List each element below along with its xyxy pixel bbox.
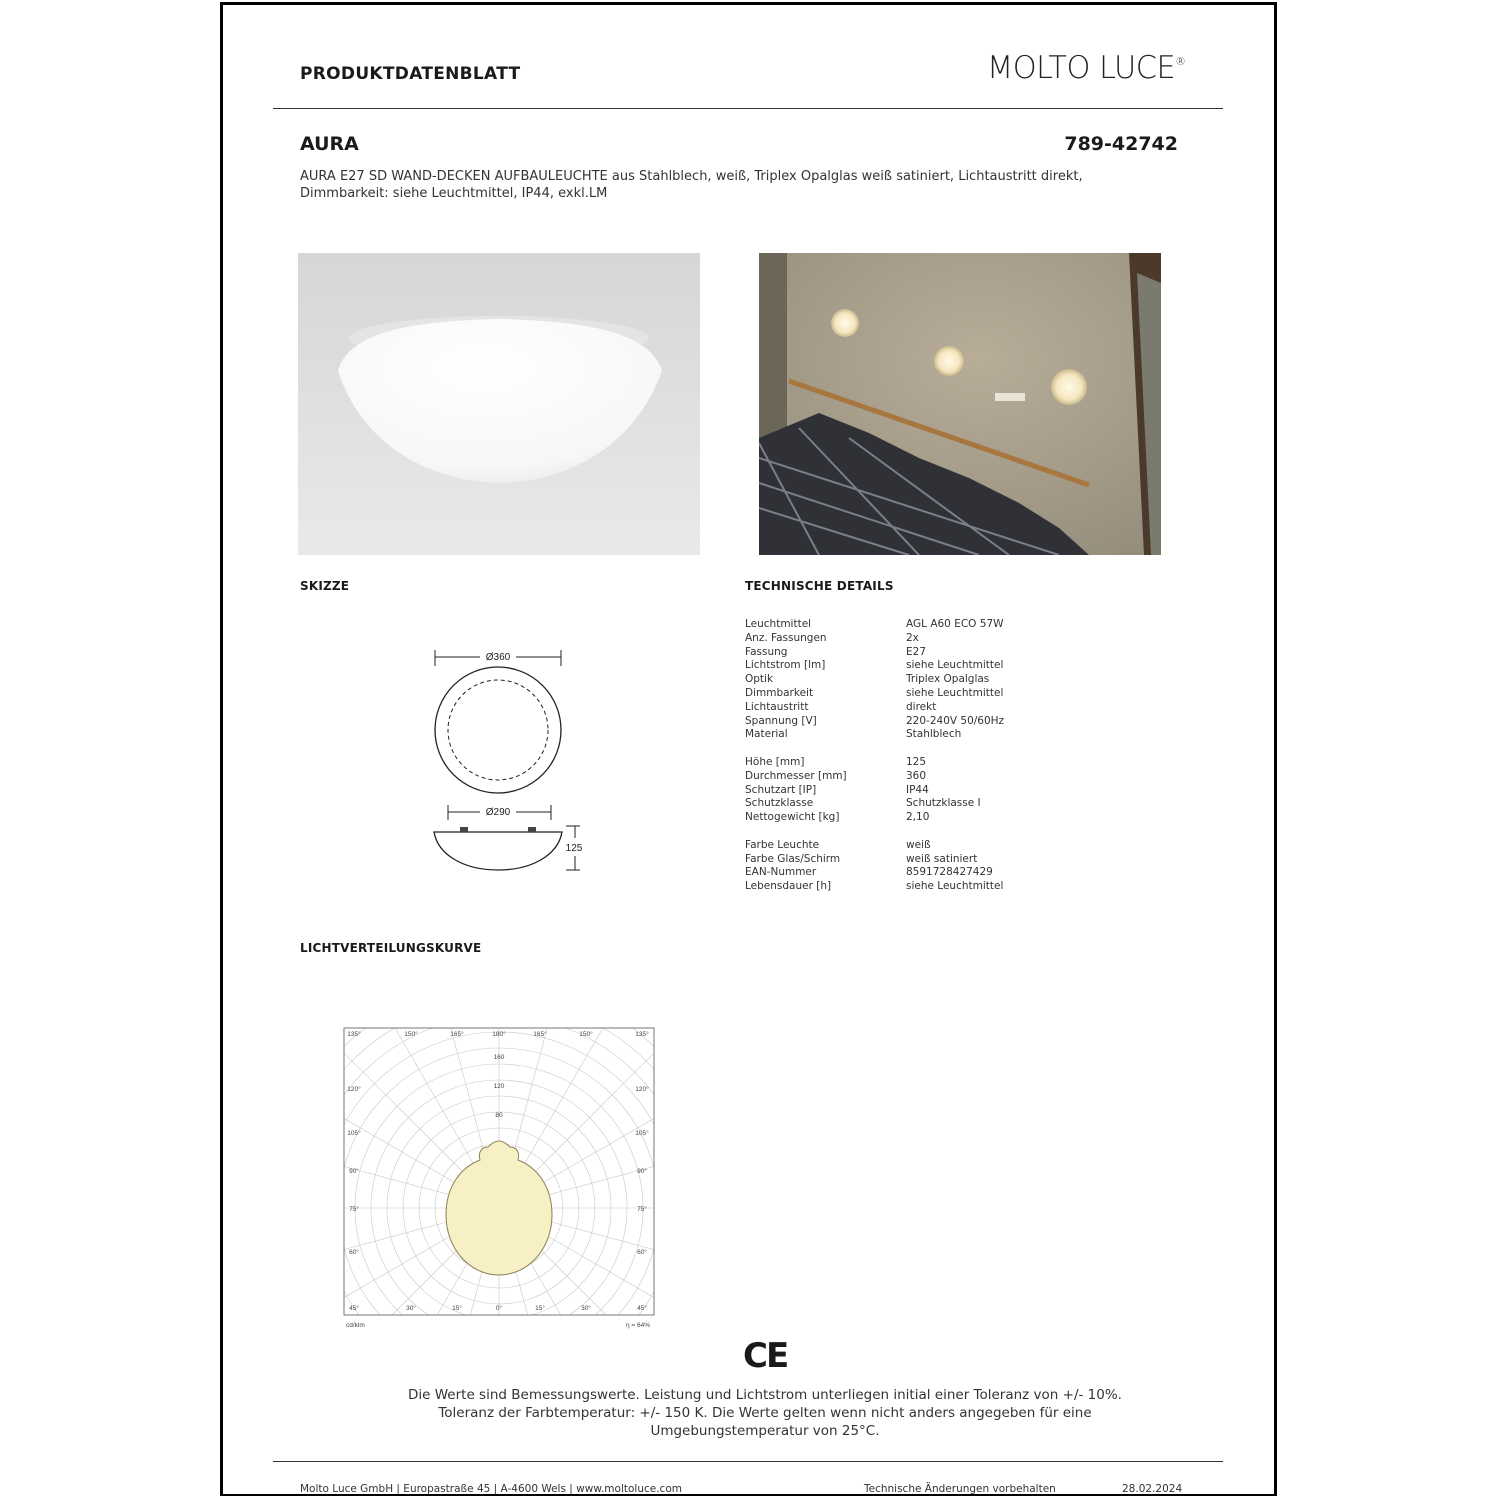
tech-key: Durchmesser [mm] bbox=[745, 769, 847, 782]
angle-label-left: 90° bbox=[349, 1168, 359, 1175]
tech-value: siehe Leuchtmittel bbox=[906, 686, 1004, 699]
tech-key: Farbe Glas/Schirm bbox=[745, 852, 841, 865]
ce-mark: CE bbox=[743, 1336, 788, 1376]
light-distribution-chart bbox=[340, 1025, 660, 1337]
tech-row bbox=[745, 646, 1004, 660]
tech-key: Farbe Leuchte bbox=[745, 838, 820, 851]
tech-row bbox=[745, 728, 1004, 742]
tech-value: Triplex Opalglas bbox=[906, 673, 990, 686]
diameter-outer-label: Ø360 bbox=[485, 652, 511, 663]
tech-value: siehe Leuchtmittel bbox=[906, 880, 1004, 893]
angle-label-top: 180° bbox=[492, 1031, 506, 1038]
angle-label-right: 90° bbox=[637, 1168, 647, 1175]
angle-label-left: 60° bbox=[349, 1249, 359, 1256]
tech-value: 360 bbox=[906, 769, 927, 782]
ring-value-label: 80 bbox=[495, 1112, 503, 1119]
footer-date: 28.02.2024 bbox=[1122, 1483, 1183, 1495]
footer-company: Molto Luce GmbH | Europastraße 45 | A-4600 Wels | www.moltoluce.com bbox=[300, 1483, 682, 1495]
product-description: AURA E27 SD WAND-DECKEN AUFBAULEUCHTE aus Stahlblech, weiß, Triplex Opalglas weiß satiniert, Lichtaustritt direkt, Dimmbarkeit: siehe Leuchtmittel, IP44, exkl.LM bbox=[300, 169, 1083, 201]
tech-key: Optik bbox=[745, 673, 774, 686]
tech-value: 2x bbox=[906, 631, 919, 644]
angle-label-bottom: 0° bbox=[495, 1305, 503, 1312]
tech-key: Schutzart [IP] bbox=[745, 783, 817, 796]
tech-key: Lichtaustritt bbox=[745, 700, 809, 713]
tech-key: Lichtstrom [lm] bbox=[745, 659, 826, 672]
product-code: 789-42742 bbox=[1064, 133, 1178, 155]
tech-row bbox=[745, 880, 1004, 894]
ring-value-label: 120 bbox=[493, 1083, 505, 1090]
registered-mark: ® bbox=[1175, 55, 1186, 68]
brand-logo bbox=[987, 50, 1185, 86]
efficiency-label: η = 64% bbox=[625, 1322, 650, 1329]
section-sketch: SKIZZE bbox=[300, 579, 350, 593]
tech-row bbox=[745, 756, 1004, 770]
section-tech: TECHNISCHE DETAILS bbox=[745, 579, 894, 593]
tech-key: Anz. Fassungen bbox=[745, 631, 827, 644]
tech-key: Höhe [mm] bbox=[745, 755, 805, 768]
section-ldc: LICHTVERTEILUNGSKURVE bbox=[300, 941, 482, 955]
tech-key: Material bbox=[745, 728, 788, 741]
tech-row bbox=[745, 715, 1004, 729]
tech-key: Nettogewicht [kg] bbox=[745, 811, 840, 824]
footnote bbox=[300, 1386, 1230, 1440]
angle-label-left: 105° bbox=[347, 1130, 361, 1137]
angle-label-right: 75° bbox=[637, 1206, 647, 1213]
installation-photo bbox=[759, 253, 1161, 555]
tech-value: 8591728427429 bbox=[906, 866, 993, 879]
distribution-curve bbox=[446, 1141, 552, 1275]
angle-label-right: 105° bbox=[635, 1130, 649, 1137]
tech-key: EAN-Nummer bbox=[745, 866, 817, 879]
footnote-line: Die Werte sind Bemessungswerte. Leistung und Lichtstrom unterliegen initial einer Toleranz von +/- 10%. bbox=[408, 1387, 1122, 1403]
tech-value: E27 bbox=[906, 645, 926, 658]
footnote-line: Umgebungstemperatur von 25°C. bbox=[650, 1423, 880, 1439]
diameter-inner-label: Ø290 bbox=[485, 807, 511, 818]
tech-value: AGL A60 ECO 57W bbox=[906, 618, 1004, 630]
angle-label-right: 60° bbox=[637, 1249, 647, 1256]
tech-key: Spannung [V] bbox=[745, 714, 817, 727]
tech-value: siehe Leuchtmittel bbox=[906, 659, 1004, 672]
tech-value: direkt bbox=[906, 700, 937, 713]
height-label: 125 bbox=[565, 843, 583, 854]
angle-label-bottom: 45° bbox=[637, 1305, 647, 1312]
tech-row bbox=[745, 659, 1004, 673]
angle-label-top: 165° bbox=[533, 1031, 547, 1038]
angle-label-top: 135° bbox=[347, 1031, 361, 1038]
tech-row bbox=[745, 632, 1004, 646]
tech-key: Dimmbarkeit bbox=[745, 686, 814, 699]
angle-label-bottom: 30° bbox=[406, 1305, 416, 1312]
tech-row bbox=[745, 839, 1004, 853]
tech-row bbox=[745, 866, 1004, 880]
tech-row bbox=[745, 811, 1004, 825]
tech-row bbox=[745, 618, 1004, 632]
angle-label-top: 135° bbox=[635, 1031, 649, 1038]
tech-details-table bbox=[745, 618, 1004, 894]
tech-key: Lebensdauer [h] bbox=[745, 880, 832, 893]
angle-label-bottom: 15° bbox=[452, 1305, 462, 1312]
angle-label-bottom: 30° bbox=[581, 1305, 591, 1312]
angle-label-bottom: 45° bbox=[349, 1305, 359, 1312]
tech-key: Fassung bbox=[745, 645, 788, 658]
unit-label: cd/klm bbox=[346, 1322, 365, 1329]
tech-value: IP44 bbox=[906, 783, 929, 796]
tech-key: Leuchtmittel bbox=[745, 618, 812, 630]
tech-value: weiß bbox=[906, 838, 931, 851]
tech-row bbox=[745, 687, 1004, 701]
brand-name: MOLTO LUCE bbox=[987, 50, 1176, 86]
dimension-sketch bbox=[420, 640, 600, 880]
tech-row bbox=[745, 797, 1004, 811]
product-name: AURA bbox=[300, 133, 359, 155]
tech-value: Schutzklasse I bbox=[906, 797, 981, 810]
footnote-line: Toleranz der Farbtemperatur: +/- 150 K. Die Werte gelten wenn nicht anders angegeben für eine bbox=[438, 1405, 1092, 1421]
tech-row bbox=[745, 701, 1004, 715]
ring-value-label: 160 bbox=[493, 1054, 505, 1061]
tech-value: 2,10 bbox=[906, 811, 930, 824]
angle-label-left: 75° bbox=[349, 1206, 359, 1213]
tech-value: Stahlblech bbox=[906, 728, 962, 741]
tech-row bbox=[745, 673, 1004, 687]
tech-value: 220-240V 50/60Hz bbox=[906, 714, 1005, 727]
angle-label-left: 120° bbox=[347, 1086, 361, 1093]
tech-value: 125 bbox=[906, 755, 927, 768]
footer-divider bbox=[273, 1461, 1223, 1462]
tech-row bbox=[745, 784, 1004, 798]
product-photo bbox=[298, 253, 700, 555]
tech-key: Schutzklasse bbox=[745, 797, 814, 810]
angle-label-right: 120° bbox=[635, 1086, 649, 1093]
tech-row bbox=[745, 853, 1004, 867]
tech-value: weiß satiniert bbox=[906, 852, 978, 865]
doc-title: PRODUKTDATENBLATT bbox=[300, 64, 521, 84]
header-divider bbox=[273, 108, 1223, 109]
angle-label-top: 165° bbox=[450, 1031, 464, 1038]
angle-label-top: 150° bbox=[579, 1031, 593, 1038]
angle-label-bottom: 15° bbox=[535, 1305, 545, 1312]
footer-notice: Technische Änderungen vorbehalten bbox=[864, 1483, 1056, 1495]
angle-label-top: 150° bbox=[404, 1031, 418, 1038]
tech-row bbox=[745, 770, 1004, 784]
